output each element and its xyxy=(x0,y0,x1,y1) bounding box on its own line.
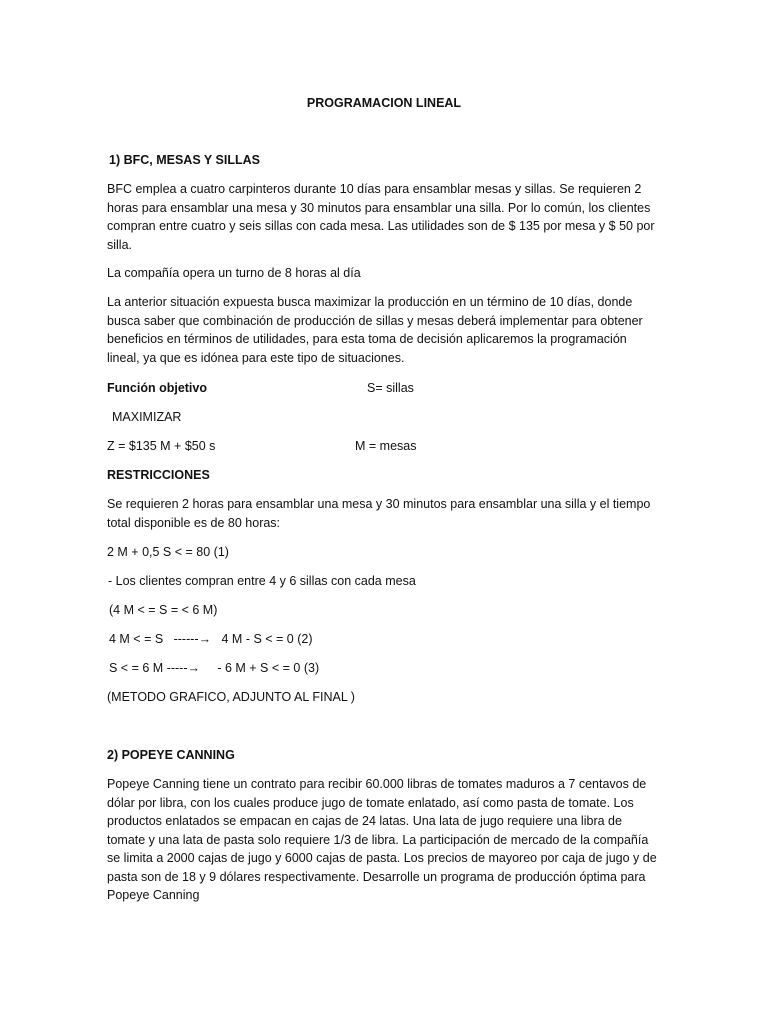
text-line: compran entre cuatro y seis sillas con cada mesa. Las utilidades son de $ 135 por mesa y $ 50 por xyxy=(107,219,655,233)
text-line: pasta son de 18 y 9 dólares respectivamente. Desarrolle un programa de producción óptima para xyxy=(107,869,646,884)
section1-paragraph-3 xyxy=(107,293,655,367)
restricciones-heading: RESTRICCIONES xyxy=(107,468,210,482)
clientes-text: - Los clientes compran entre 4 y 6 sillas con cada mesa xyxy=(108,574,416,588)
maximizar-label: MAXIMIZAR xyxy=(112,410,182,424)
equation-range: (4 M < = S = < 6 M) xyxy=(109,603,218,617)
restriction-1-text xyxy=(107,495,655,532)
equation-3: S < = 6 M -----→ - 6 M + S < = 0 (3) xyxy=(109,661,320,675)
sillas-definition: S= sillas xyxy=(367,381,414,395)
text-line: dólar por libra, con los cuales produce jugo de tomate enlatado, así como pasta de tomate. Los xyxy=(107,795,634,810)
text-line: Popeye Canning xyxy=(107,888,200,902)
section1-paragraph-1 xyxy=(107,180,655,254)
text-line: La anterior situación expuesta busca maximizar la producción en un término de 10 días, donde xyxy=(107,295,633,309)
funcion-objetivo-label: Función objetivo xyxy=(107,381,207,395)
text-line: busca saber que combinación de producción de sillas y mesas deberá implementar para obtener xyxy=(107,313,643,328)
text-line: Popeye Canning tiene un contrato para recibir 60.000 libras de tomates maduros a 7 centavos de xyxy=(107,777,647,791)
document-title: PROGRAMACION LINEAL xyxy=(306,96,462,110)
text-line: beneficios en términos de utilidades, para esta toma de decisión aplicaremos la programación xyxy=(107,332,627,346)
section2-paragraph-1 xyxy=(107,775,657,905)
metodo-grafico-note: (METODO GRAFICO, ADJUNTO AL FINAL ) xyxy=(107,690,355,704)
text-line: tomate y una lata de pasta solo requiere 1/3 de libra. La participación de mercado de la compañía xyxy=(107,832,649,847)
text-line: productos enlatados se empacan en cajas de 24 latas. Una lata de jugo requiere una libra de xyxy=(107,814,622,828)
objective-equation: Z = $135 M + $50 s xyxy=(107,439,216,453)
text-line: lineal, ya que es idónea para este tipo de situaciones. xyxy=(107,350,405,365)
text-line: silla. xyxy=(107,237,133,252)
text-line: Se requieren 2 horas para ensamblar una mesa y 30 minutos para ensamblar una silla y el tiempo xyxy=(107,497,651,511)
section2-heading: 2) POPEYE CANNING xyxy=(107,748,235,762)
equation-2: 4 M < = S ------→ 4 M - S < = 0 (2) xyxy=(109,632,313,646)
text-line: horas para ensamblar una mesa y 30 minutos para ensamblar una silla. Por lo común, los clientes xyxy=(107,200,651,215)
text-line: total disponible es de 80 horas: xyxy=(107,515,281,530)
section1-heading: 1) BFC, MESAS Y SILLAS xyxy=(109,153,260,167)
text-line: se limita a 2000 cajas de jugo y 6000 cajas de pasta. Los precios de mayoreo por caja de jugo y de xyxy=(107,851,657,865)
equation-1: 2 M + 0,5 S < = 80 (1) xyxy=(107,545,229,559)
text-line: BFC emplea a cuatro carpinteros durante 10 días para ensamblar mesas y sillas. Se requieren 2 xyxy=(107,182,642,196)
section1-paragraph-2: La compañía opera un turno de 8 horas al día xyxy=(107,266,361,280)
mesas-definition: M = mesas xyxy=(355,439,417,453)
